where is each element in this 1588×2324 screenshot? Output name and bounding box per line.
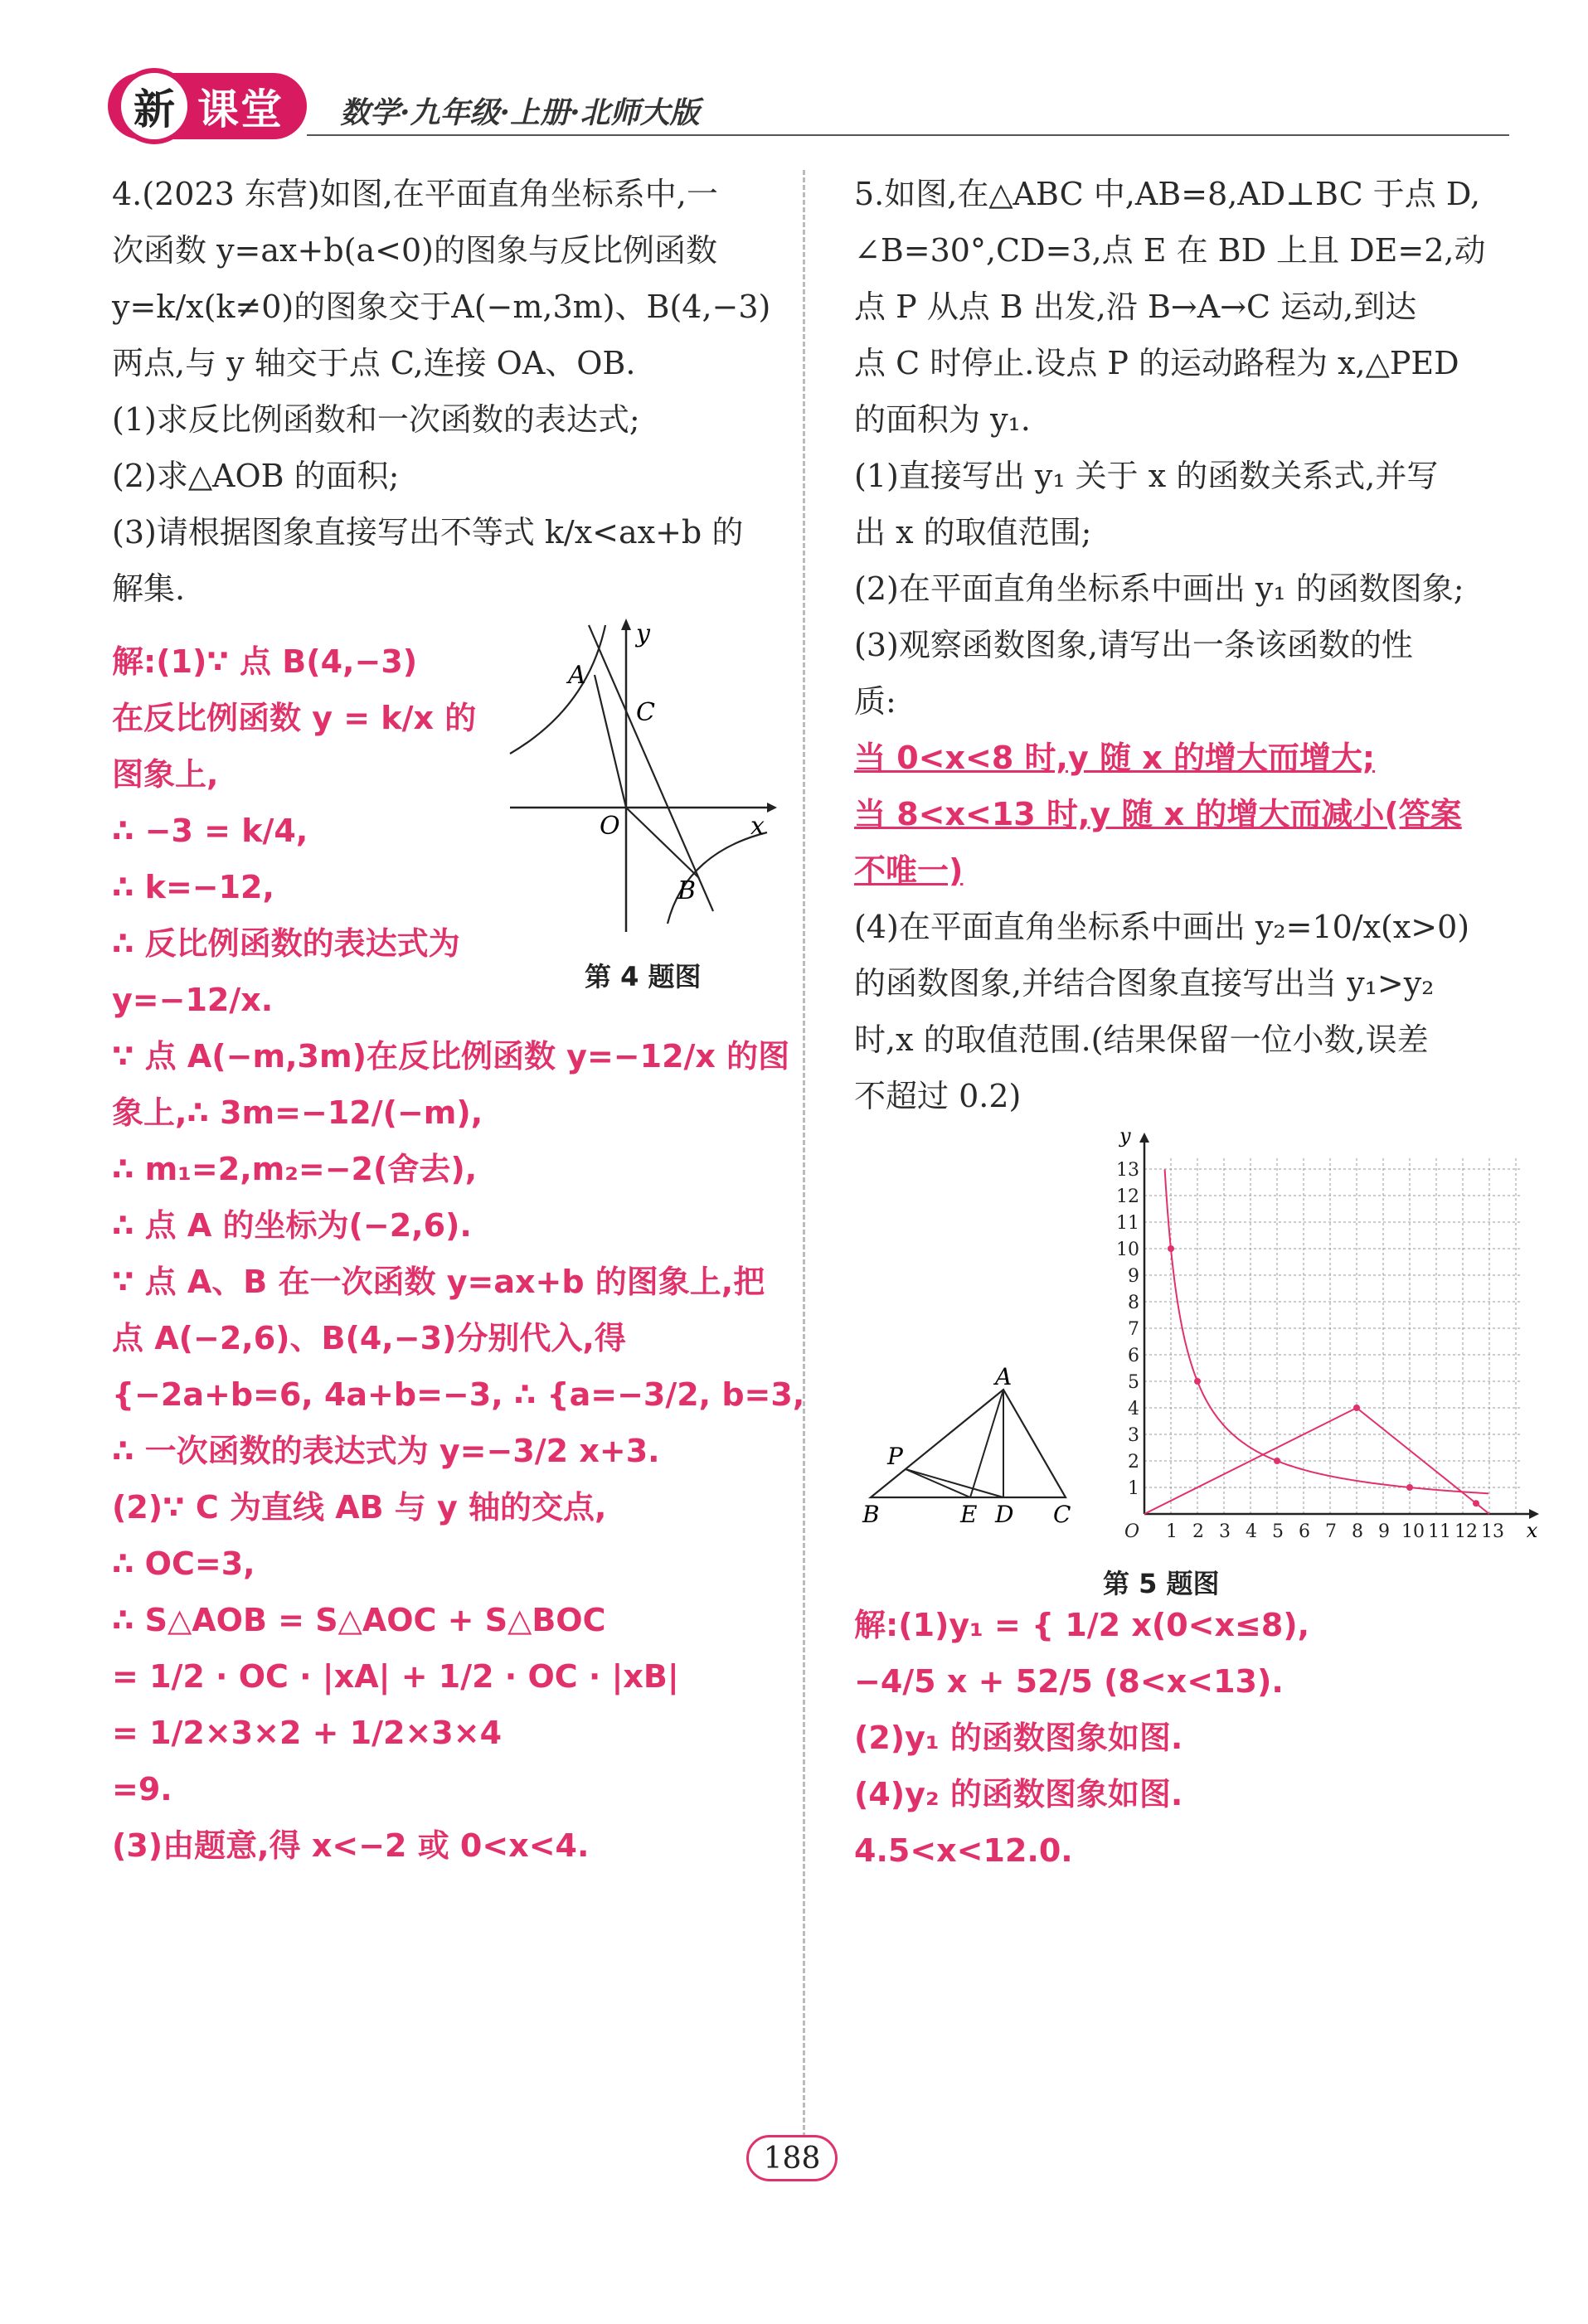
q5-figure-caption: 第 5 题图: [1103, 1568, 1220, 1599]
text-line: ∴ 一次函数的表达式为 y=−3/2 x+3.: [112, 1433, 660, 1469]
q4-label-c: C: [636, 698, 655, 727]
text-line: 解:(1)∵ 点 B(4,−3): [112, 643, 418, 680]
y-tick-label: 6: [1128, 1346, 1139, 1366]
text-line: ∵ 点 A、B 在一次函数 y=ax+b 的图象上,把: [112, 1264, 765, 1300]
text-line: (3)请根据图象直接写出不等式 k/x<ax+b 的: [112, 514, 744, 551]
y-tick-label: 9: [1128, 1266, 1139, 1287]
tri-label-b: B: [862, 1501, 880, 1528]
x-axis-arrow: [1529, 1509, 1539, 1519]
data-point: [1353, 1405, 1360, 1411]
q5-figures: [854, 1124, 1538, 1599]
data-point: [1473, 1500, 1479, 1506]
text-line: −4/5 x + 52/5 (8<x<13).: [854, 1663, 1284, 1700]
x-tick-label: 3: [1219, 1521, 1231, 1542]
segment-pe: [906, 1469, 970, 1497]
text-line: 解:(1)y₁ = { 1/2 x(0<x≤8),: [854, 1607, 1310, 1643]
x-tick-label: O: [1124, 1521, 1140, 1542]
x-tick-label: 4: [1246, 1521, 1257, 1542]
left-column: [112, 166, 805, 1874]
q4-hyperbola-upper: [510, 625, 605, 754]
tri-label-d: D: [995, 1501, 1014, 1528]
text-line: =9.: [112, 1771, 172, 1807]
text-line: ∴ k=−12,: [112, 869, 274, 905]
y-tick-label: 13: [1116, 1160, 1139, 1181]
text-line: = 1/2×3×2 + 1/2×3×4: [112, 1715, 503, 1751]
segment-pd: [906, 1469, 1003, 1497]
y-tick-label: 4: [1128, 1399, 1139, 1419]
x-tick-label: 8: [1352, 1521, 1363, 1542]
q5-solution: [854, 1597, 1484, 1879]
question-4: [112, 166, 775, 617]
y-axis-arrow: [1139, 1133, 1149, 1143]
text-line: (2)∵ C 为直线 AB 与 y 轴的交点,: [112, 1489, 607, 1526]
text-line: 的函数图象,并结合图象直接写出当 y₁>y₂: [854, 965, 1435, 1002]
question-5-part4: [854, 899, 1484, 1124]
text-line: (4)在平面直角坐标系中画出 y₂=10/x(x>0): [854, 909, 1470, 945]
q4-label-o: O: [600, 812, 620, 841]
q4-line-ab: [589, 625, 713, 911]
text-line: (1)求反比例函数和一次函数的表达式;: [112, 401, 640, 438]
text-line: 出 x 的取值范围;: [854, 514, 1092, 551]
text-line: 当 8<x<13 时,y 随 x 的增大而减小(答案: [854, 796, 1462, 832]
text-line: 点 A(−2,6)、B(4,−3)分别代入,得: [112, 1320, 626, 1356]
x-axis-label: x: [1526, 1519, 1538, 1542]
x-tick-label: 5: [1272, 1521, 1284, 1542]
q5-function-chart: [1095, 1124, 1538, 1555]
y-tick-label: 10: [1116, 1240, 1139, 1260]
x-tick-label: 6: [1299, 1521, 1310, 1542]
text-line: = 1/2 · OC · |xA| + 1/2 · OC · |xB|: [112, 1658, 679, 1695]
data-point: [1406, 1484, 1413, 1491]
text-line: 点 P 从点 B 出发,沿 B→A→C 运动,到达: [854, 289, 1417, 325]
page-header: [0, 0, 1588, 166]
text-line: 质:: [854, 683, 896, 720]
text-line: 解集.: [112, 570, 186, 607]
x-tick-label: 11: [1428, 1521, 1451, 1542]
x-tick-label: 2: [1192, 1521, 1204, 1542]
tri-label-p: P: [887, 1443, 903, 1470]
data-point: [1168, 1245, 1174, 1252]
text-line: 在反比例函数 y = k/x 的: [112, 700, 477, 736]
text-line: 不唯一): [854, 852, 964, 889]
text-line: ∴ m₁=2,m₂=−2(舍去),: [112, 1151, 478, 1187]
right-column: [854, 166, 1538, 1879]
series-line-y2: [1165, 1169, 1488, 1493]
text-line: 4.5<x<12.0.: [854, 1832, 1073, 1869]
y-tick-label: 1: [1128, 1478, 1139, 1499]
y-tick-label: 11: [1116, 1213, 1139, 1234]
text-line: 4.(2023 东营)如图,在平面直角坐标系中,一: [112, 176, 718, 212]
text-line: (4)y₂ 的函数图象如图.: [854, 1776, 1183, 1812]
q4-label-x: x: [750, 812, 765, 841]
text-line: ∠B=30°,CD=3,点 E 在 BD 上且 DE=2,动: [854, 232, 1486, 269]
text-line: y=k/x(k≠0)的图象交于A(−m,3m)、B(4,−3): [112, 289, 771, 325]
text-line: 当 0<x<8 时,y 随 x 的增大而增大;: [854, 740, 1376, 776]
text-line: (3)由题意,得 x<−2 或 0<x<4.: [112, 1827, 590, 1864]
x-tick-label: 10: [1401, 1521, 1425, 1542]
text-line: 不超过 0.2): [854, 1078, 1022, 1114]
text-line: ∴ S△AOB = S△AOC + S△BOC: [112, 1602, 606, 1638]
column-divider: [803, 170, 805, 2160]
q4-figure: [502, 617, 775, 949]
text-line: 的面积为 y₁.: [854, 401, 1031, 438]
text-line: {−2a+b=6, 4a+b=−3, ∴ {a=−3/2, b=3,: [112, 1376, 805, 1413]
text-line: (2)y₁ 的函数图象如图.: [854, 1720, 1183, 1756]
q4-label-a: A: [568, 661, 586, 690]
text-line: 两点,与 y 轴交于点 C,连接 OA、OB.: [112, 345, 636, 381]
q4-segment-oa: [595, 675, 626, 808]
segment-ae: [970, 1390, 1003, 1497]
q5-answer-3: [854, 730, 1484, 899]
text-line: 5.如图,在△ABC 中,AB=8,AD⊥BC 于点 D,: [854, 176, 1481, 212]
text-line: 点 C 时停止.设点 P 的运动路程为 x,△PED: [854, 345, 1459, 381]
y-axis-label: y: [1119, 1124, 1131, 1147]
q4-figure-caption: 第 4 题图: [585, 961, 702, 992]
q4-label-b: B: [677, 876, 697, 905]
data-point: [1274, 1458, 1280, 1464]
page-number: 188: [746, 2135, 838, 2181]
logo-circle: 新: [116, 68, 192, 144]
y-tick-label: 12: [1116, 1186, 1139, 1207]
header-subtitle: 数学·九年级·上册·北师大版: [340, 95, 700, 130]
y-tick-label: 5: [1128, 1372, 1139, 1393]
text-line: 象上,∴ 3m=−12/(−m),: [112, 1094, 483, 1131]
tri-label-a: A: [995, 1363, 1013, 1390]
text-line: ∴ 点 A 的坐标为(−2,6).: [112, 1207, 472, 1244]
data-point: [1194, 1378, 1201, 1385]
header-rule: [307, 134, 1509, 136]
y-tick-label: 7: [1128, 1319, 1139, 1340]
tri-label-c: C: [1053, 1501, 1071, 1528]
text-line: ∴ OC=3,: [112, 1545, 255, 1582]
text-line: 次函数 y=ax+b(a<0)的图象与反比例函数: [112, 232, 717, 269]
text-line: (1)直接写出 y₁ 关于 x 的函数关系式,并写: [854, 458, 1439, 494]
y-tick-label: 3: [1128, 1425, 1139, 1446]
tri-label-e: E: [960, 1501, 978, 1528]
q4-segment-ob: [626, 808, 699, 878]
q5-triangle-figure: [854, 1363, 1086, 1539]
text-line: (3)观察函数图象,请写出一条该函数的性: [854, 627, 1413, 663]
text-line: (2)在平面直角坐标系中画出 y₁ 的函数图象;: [854, 570, 1464, 607]
text-line: ∵ 点 A(−m,3m)在反比例函数 y=−12/x 的图: [112, 1038, 790, 1075]
x-tick-label: 1: [1166, 1521, 1178, 1542]
x-tick-label: 12: [1454, 1521, 1478, 1542]
x-tick-label: 13: [1481, 1521, 1504, 1542]
question-5: [854, 166, 1484, 730]
q4-y-arrow: [621, 619, 631, 630]
text-line: ∴ 反比例函数的表达式为 y=−12/x.: [112, 925, 460, 1018]
text-line: (2)求△AOB 的面积;: [112, 458, 400, 494]
text-line: 时,x 的取值范围.(结果保留一位小数,误差: [854, 1021, 1429, 1058]
text-line: ∴ −3 = k/4,: [112, 813, 308, 849]
q4-x-arrow: [767, 803, 777, 813]
text-line: 图象上,: [112, 756, 219, 793]
logo-text: 课堂: [197, 85, 284, 133]
x-tick-label: 7: [1325, 1521, 1337, 1542]
x-tick-label: 9: [1378, 1521, 1390, 1542]
y-tick-label: 8: [1128, 1293, 1139, 1313]
q4-label-y: y: [636, 619, 650, 648]
y-tick-label: 2: [1128, 1452, 1139, 1473]
